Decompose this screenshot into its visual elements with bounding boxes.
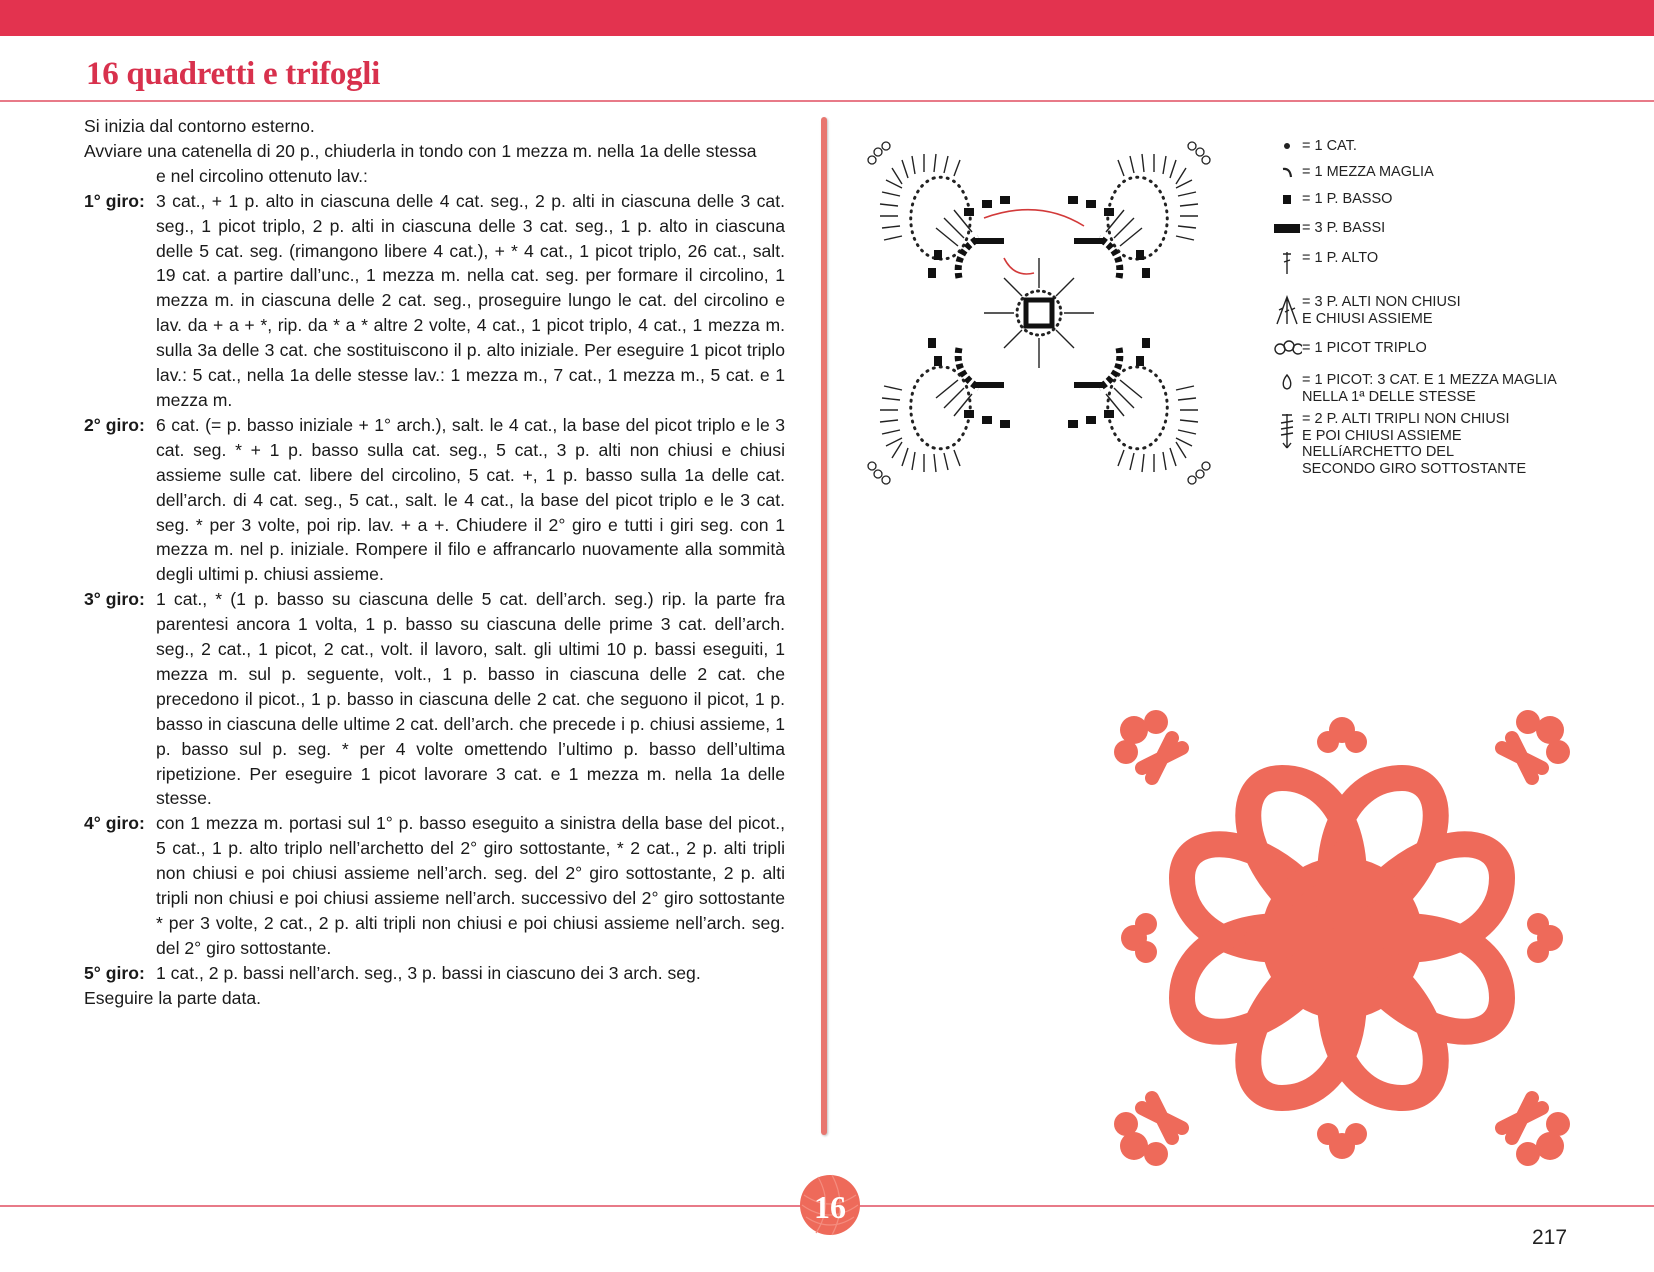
closing-line: Eseguire la parte data. xyxy=(84,987,262,1008)
three-single-crochet-icon xyxy=(1272,220,1302,236)
round-text: 6 cat. (= p. basso iniziale + 1° arch.), salt. le 4 cat., la base del picot triplo e le 3 cat. seg. * + 1 p. basso sulla cat. seg., 5 cat., 3 p. alti non chiusi e chiusi assieme sulle cat. libere del circolino, 5 cat. +, 1 p. basso sulla 1a delle cat. dell’arch. di 4 cat. seg., 5 cat., salt. le 4 cat., la base del picot triplo e le 3 cat. seg. * per 3 volte, poi rip. lav. + a +. Chiudere il 2° giro e tutti i giri seg. con 1 mezza m. nel p. iniziale. Rompere il filo e affrancarlo nuovamente alla sommità degli ultimi p. chiusi assieme. xyxy=(156,414,785,585)
legend-item: = 3 P. BASSI xyxy=(1272,220,1385,237)
triple-cluster-icon xyxy=(1276,411,1298,451)
title-rule xyxy=(0,100,1654,102)
round-2 xyxy=(84,413,785,587)
chapter-badge-number: 16 xyxy=(814,1189,846,1225)
legend-item: = 1 MEZZA MAGLIA xyxy=(1272,164,1434,181)
double-crochet-icon xyxy=(1280,250,1294,276)
round-3 xyxy=(84,587,785,811)
round-5 xyxy=(84,961,785,986)
legend-item: = 1 CAT. xyxy=(1272,138,1357,155)
dot-icon xyxy=(1281,138,1293,154)
round-text: 3 cat., + 1 p. alto in ciascuna delle 4 cat. seg., 2 p. alti in ciascuna delle 3 cat. seg., 1 picot triplo, 2 p. alti in ciascuna delle 3 cat. seg., 1 p. alto in ciascuna delle 5 cat. seg. (rimangono libere 4 cat.), + * 4 cat., 1 picot triplo, 26 cat., salt. 19 cat. a partire dall’unc., 1 mezza m. nella cat. seg. per formare il circolino, 1 mezza m. in ciascuna delle 2 cat. seg., proseguire lungo le cat. del circolino e lav. da + a + *, rip. da * a * altre 2 volte, 4 cat., 1 picot triplo, 4 cat., 1 mezza m. sulla 3a delle 3 cat. che sostituiscono il p. alto iniziale. Per eseguire 1 picot triplo lav.: 5 cat., nella 1a delle stesse lav.: 1 mezza m., 7 cat., 1 mezza m., 5 cat. e 1 mezza m. xyxy=(156,190,785,410)
round-text: 1 cat., 2 p. bassi nell’arch. seg., 3 p. bassi in ciascuno dei 3 arch. seg. xyxy=(156,962,701,983)
round-label: 1° giro: xyxy=(84,190,145,211)
round-label: 5° giro: xyxy=(84,962,145,983)
legend-item: = 1 P. BASSO xyxy=(1272,191,1392,208)
single-crochet-icon xyxy=(1281,191,1293,207)
slip-stitch-icon xyxy=(1280,164,1294,180)
top-color-bar xyxy=(0,0,1654,36)
instructions-text xyxy=(84,114,785,1011)
intro-line: Avviare una catenella di 20 p., chiuderla in tondo con 1 mezza m. nella 1a delle stessa xyxy=(84,140,757,161)
yarn-divider xyxy=(821,117,827,1135)
legend-item: = 1 PICOT TRIPLO xyxy=(1272,340,1427,358)
round-label: 3° giro: xyxy=(84,589,145,610)
round-label: 4° giro: xyxy=(84,813,145,834)
triple-picot-icon xyxy=(1272,340,1302,358)
legend-item: = 3 P. ALTI NON CHIUSI E CHIUSI ASSIEME xyxy=(1272,294,1461,327)
round-text: 1 cat., * (1 p. basso su ciascuna delle 5 cat. dell’arch. seg.) rip. la parte fra parentesi ancora 1 volta, 1 p. basso su ciascuna delle prime 3 cat. dell’arch. seg., 2 cat., 1 picot, 2 cat., volt. il lavoro, salt. gli ultimi 10 p. bassi eseguiti, 1 mezza m. sul p. seguente, volt., 1 p. basso in ciascuna delle 2 cat. che precedono il picot., 1 p. basso in ciascuna delle 2 cat. che seguono il picot, 1 p. basso in ciascuna delle ultime 2 cat. dell’arch. che precede i p. chiusi assieme, 1 p. basso sul p. seg. * per 4 volte omettendo l’ultimo p. basso dell’ultima ripetizione. Per eseguire 1 picot lavorare 3 cat. e 1 mezza m. nella 1a delle stesse. xyxy=(156,589,785,809)
round-1 xyxy=(84,189,785,413)
picot-icon xyxy=(1280,372,1294,392)
legend-item: = 1 PICOT: 3 CAT. E 1 MEZZA MAGLIA NELLA 1ª DELLE STESSE xyxy=(1272,372,1557,405)
page-number: 217 xyxy=(1532,1226,1568,1249)
cluster-icon xyxy=(1273,294,1301,326)
round-4 xyxy=(84,811,785,960)
round-label: 2° giro: xyxy=(84,414,145,435)
page-title: 16 quadretti e trifogli xyxy=(86,56,381,92)
round-text: con 1 mezza m. portasi sul 1° p. basso eseguito a sinistra della base del picot., 5 cat., 1 p. alto triplo nell’archetto del 2° giro sottostante, * 2 cat., 2 p. alti tripli non chiusi e poi chiusi assieme nell’arch. seg. del 2° giro sottostante, 2 p. alti tripli non chiusi e poi chiusi assieme nell’arch. successivo del 2° giro sottostante * per 3 volte, 2 cat., 2 p. alti tripli non chiusi e poi chiusi assieme nell’arch. seg. del 2° giro sottostante. xyxy=(156,813,785,958)
legend-item: = 1 P. ALTO xyxy=(1272,250,1378,276)
crochet-photo xyxy=(1112,708,1572,1168)
crochet-diagram xyxy=(864,138,1214,488)
legend-item: = 2 P. ALTI TRIPLI NON CHIUSI E POI CHIUSI ASSIEME NELLíARCHETTO DEL SECONDO GIRO SOTTOSTANTE xyxy=(1272,411,1526,477)
intro-line: Si inizia dal contorno esterno. xyxy=(84,116,315,136)
intro-line: e nel circolino ottenuto lav.: xyxy=(156,165,368,186)
